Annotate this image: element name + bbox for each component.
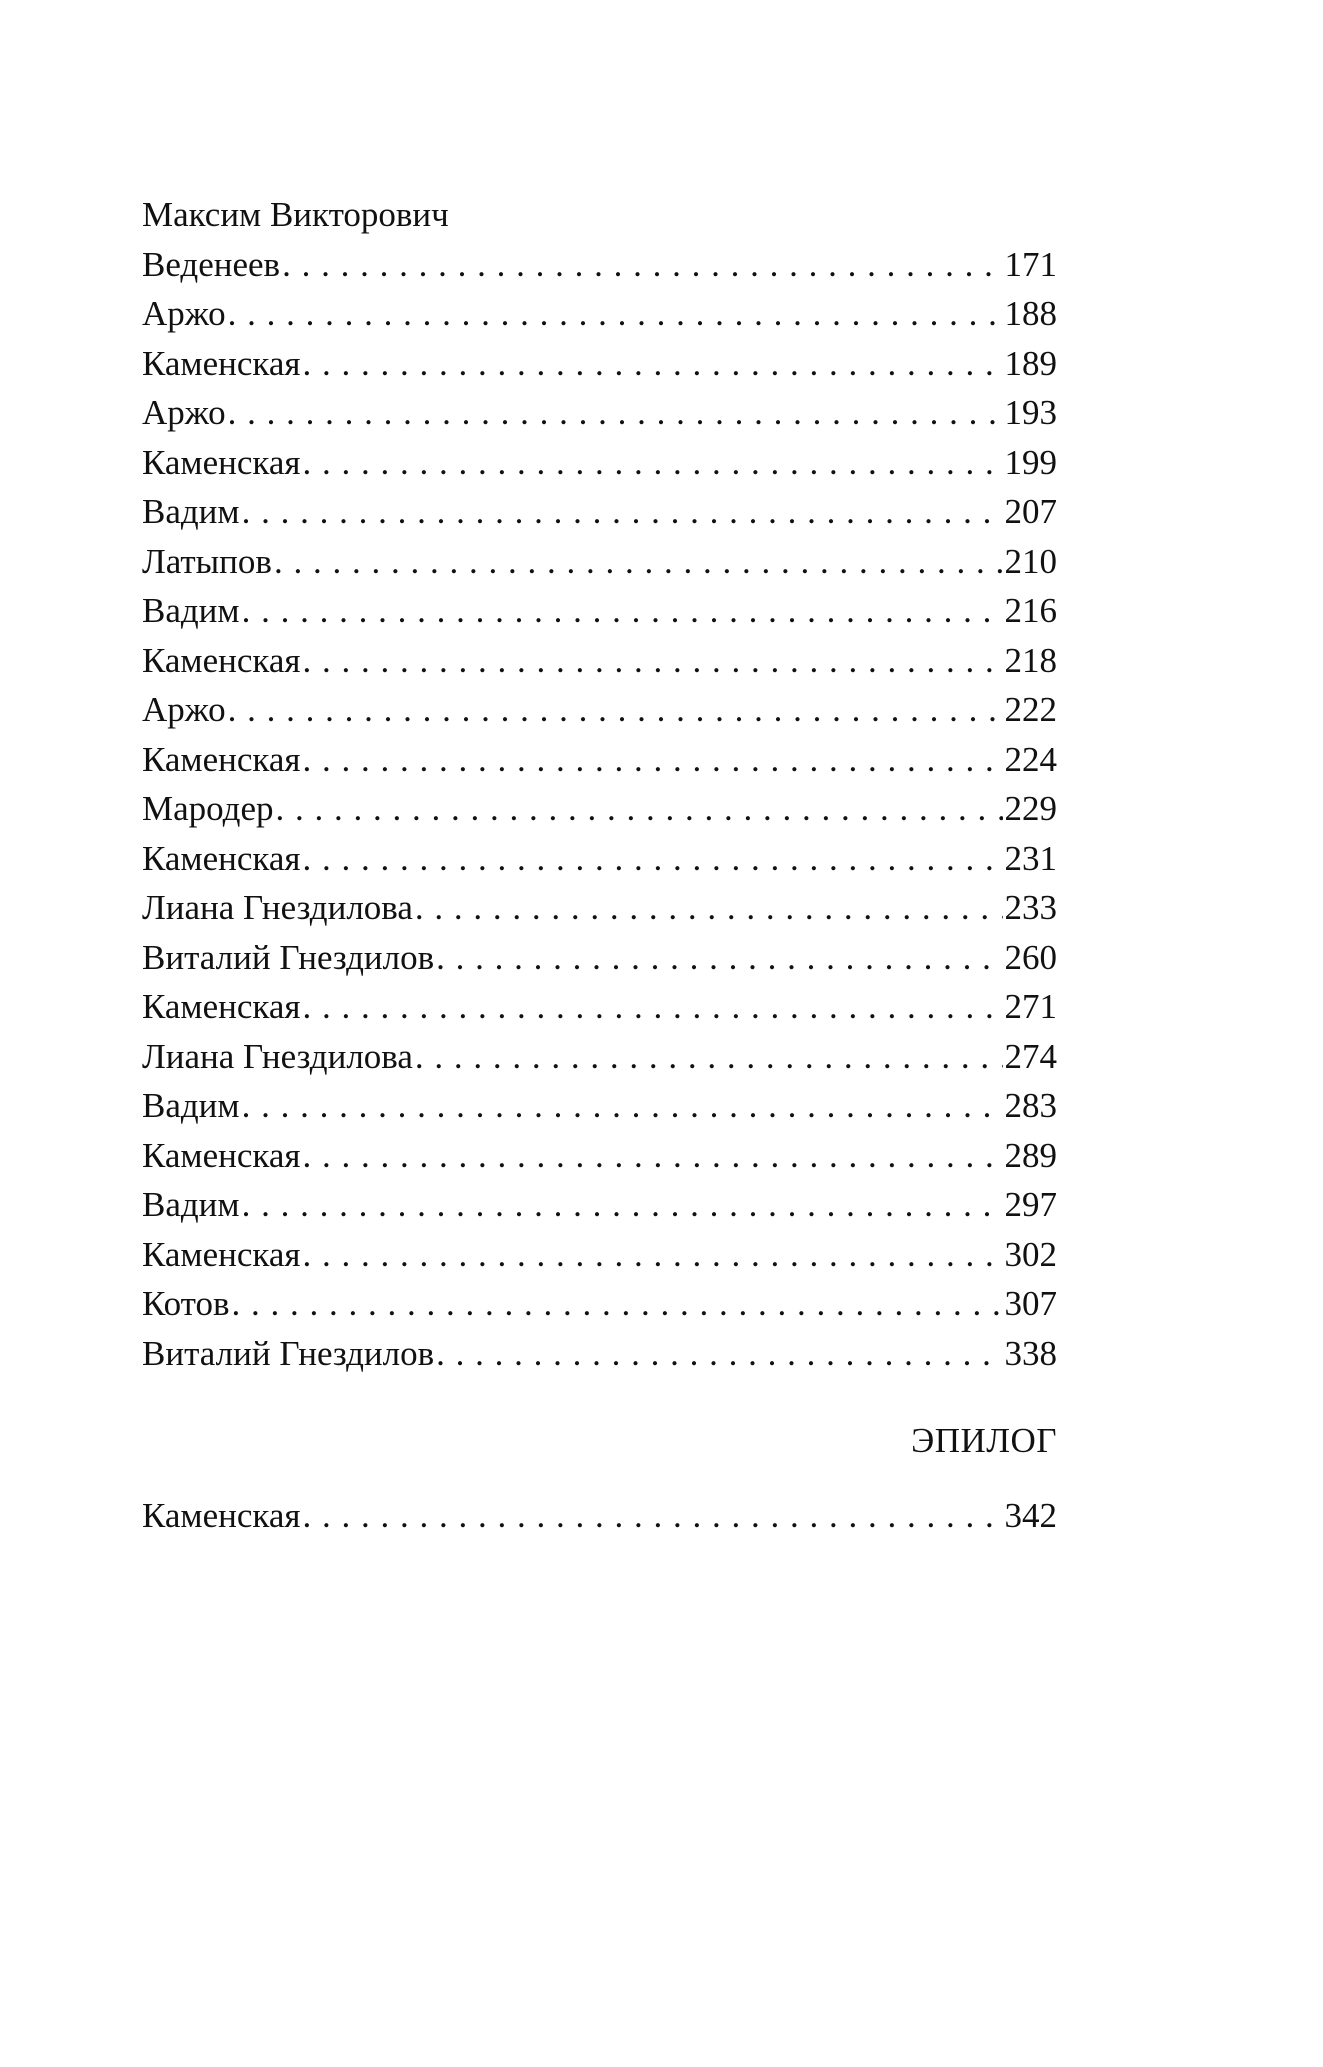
- toc-entry-page: 229: [1004, 789, 1057, 828]
- toc-entry-page: 171: [1004, 244, 1057, 284]
- epilogue-contents: [142, 1491, 1057, 1541]
- toc-entry-page: 289: [1004, 1135, 1057, 1175]
- dot-leader: [415, 883, 1003, 933]
- toc-entry-title: Лиана Гнездилова: [142, 1036, 413, 1076]
- toc-entry-title: Каменская: [142, 987, 301, 1026]
- toc-entry-title: Латыпов: [142, 541, 272, 581]
- toc-entry-page: 189: [1004, 343, 1057, 383]
- toc-entry: [142, 933, 1057, 983]
- toc-entry: [142, 289, 1057, 339]
- toc-entry-title: Виталий Гнездилов: [142, 1333, 435, 1373]
- dot-leader: [302, 1230, 1002, 1280]
- toc-entry-page: 193: [1004, 393, 1057, 432]
- toc-entry-page: 307: [1004, 1284, 1057, 1323]
- toc-entry-title: Каменская: [142, 1234, 301, 1274]
- dot-leader: [436, 933, 1002, 983]
- dot-leader: [228, 685, 1003, 735]
- toc-entry: [142, 1131, 1057, 1181]
- toc-entry-page: 233: [1004, 888, 1057, 927]
- toc-entry-title: Каменская: [142, 1135, 301, 1175]
- dot-leader: [302, 982, 1002, 1032]
- toc-entry: [142, 1081, 1057, 1131]
- toc-entry-page: 338: [1004, 1333, 1057, 1373]
- toc-entry: [142, 487, 1057, 537]
- toc-entry: [142, 834, 1057, 884]
- toc-entry: [142, 1230, 1057, 1280]
- dot-leader: [302, 339, 1002, 389]
- toc-entry-title: Каменская: [142, 838, 301, 878]
- toc-entry: [142, 240, 1057, 290]
- toc-entry-title: Вадим: [142, 591, 240, 630]
- toc-entry: [142, 1279, 1057, 1329]
- toc-entry-page: 274: [1004, 1036, 1057, 1076]
- section-heading-epilogue: ЭПИЛОГ: [911, 1421, 1057, 1460]
- dot-leader: [415, 1032, 1003, 1082]
- toc-entry-title: Мародер: [142, 789, 274, 828]
- toc-entry-page: 297: [1004, 1185, 1057, 1224]
- table-of-contents: [142, 190, 1057, 1378]
- toc-entry-title: Аржо: [142, 690, 226, 729]
- toc-entry-page: 218: [1004, 640, 1057, 680]
- toc-entry-title: Котов: [142, 1284, 230, 1323]
- toc-entry-page: 283: [1004, 1086, 1057, 1125]
- toc-entry: [142, 636, 1057, 686]
- toc-entry-title: Лиана Гнездилова: [142, 888, 413, 927]
- toc-entry-page: 260: [1004, 937, 1057, 977]
- toc-entry: [142, 537, 1057, 587]
- toc-entry-title: Виталий Гнездилов: [142, 937, 435, 977]
- toc-entry: [142, 883, 1057, 933]
- toc-entry: [142, 784, 1057, 834]
- dot-leader: [242, 1180, 1003, 1230]
- dot-leader: [302, 735, 1002, 785]
- toc-entry-page: 302: [1004, 1234, 1057, 1274]
- toc-entry-title: Каменская: [142, 640, 301, 680]
- toc-entry: [142, 1329, 1057, 1379]
- toc-entry-title: Каменская: [142, 739, 301, 779]
- dot-leader: [302, 1491, 1002, 1541]
- toc-entry-page: 222: [1004, 690, 1057, 729]
- toc-entry-title: Веденеев: [142, 244, 281, 284]
- toc-entry-page: 342: [1004, 1496, 1057, 1535]
- toc-entry-title: Каменская: [142, 343, 301, 383]
- toc-entry: [142, 339, 1057, 389]
- toc-entry-title: Вадим: [142, 1185, 240, 1224]
- dot-leader: [232, 1279, 1003, 1329]
- toc-entry: [142, 1180, 1057, 1230]
- dot-leader: [302, 834, 1002, 884]
- toc-entry: [142, 1032, 1057, 1082]
- dot-leader: [228, 388, 1003, 438]
- dot-leader: [242, 1081, 1003, 1131]
- dot-leader: [242, 487, 1003, 537]
- dot-leader: [436, 1329, 1002, 1379]
- toc-entry: [142, 586, 1057, 636]
- dot-leader: [274, 537, 1003, 587]
- toc-entry-title: Аржо: [142, 294, 226, 333]
- toc-entry: [142, 1491, 1057, 1541]
- toc-entry-page: 210: [1004, 541, 1057, 581]
- dot-leader: [302, 1131, 1002, 1181]
- toc-entry-page: 216: [1004, 591, 1057, 630]
- dot-leader: [282, 240, 1002, 290]
- dot-leader: [276, 784, 1003, 834]
- toc-entry-page: 207: [1004, 492, 1057, 531]
- toc-entry: [142, 685, 1057, 735]
- toc-entry-page: 199: [1004, 442, 1057, 482]
- dot-leader: [302, 636, 1002, 686]
- toc-entry-title: Вадим: [142, 492, 240, 531]
- dot-leader: [302, 438, 1002, 488]
- toc-entry: [142, 388, 1057, 438]
- toc-entry-title: Каменская: [142, 442, 301, 482]
- toc-entry-page: 271: [1004, 987, 1057, 1026]
- toc-entry-page: 188: [1004, 294, 1057, 333]
- dot-leader: [228, 289, 1003, 339]
- dot-leader: [242, 586, 1003, 636]
- toc-entry-page: 231: [1004, 838, 1057, 878]
- toc-entry-title: Вадим: [142, 1086, 240, 1125]
- toc-entry-title-line: Максим Викторович: [142, 195, 449, 234]
- toc-entry: [142, 438, 1057, 488]
- toc-entry: [142, 982, 1057, 1032]
- toc-entry-title: Каменская: [142, 1496, 301, 1535]
- toc-entry-page: 224: [1004, 739, 1057, 779]
- toc-entry-title: Аржо: [142, 393, 226, 432]
- toc-entry: [142, 735, 1057, 785]
